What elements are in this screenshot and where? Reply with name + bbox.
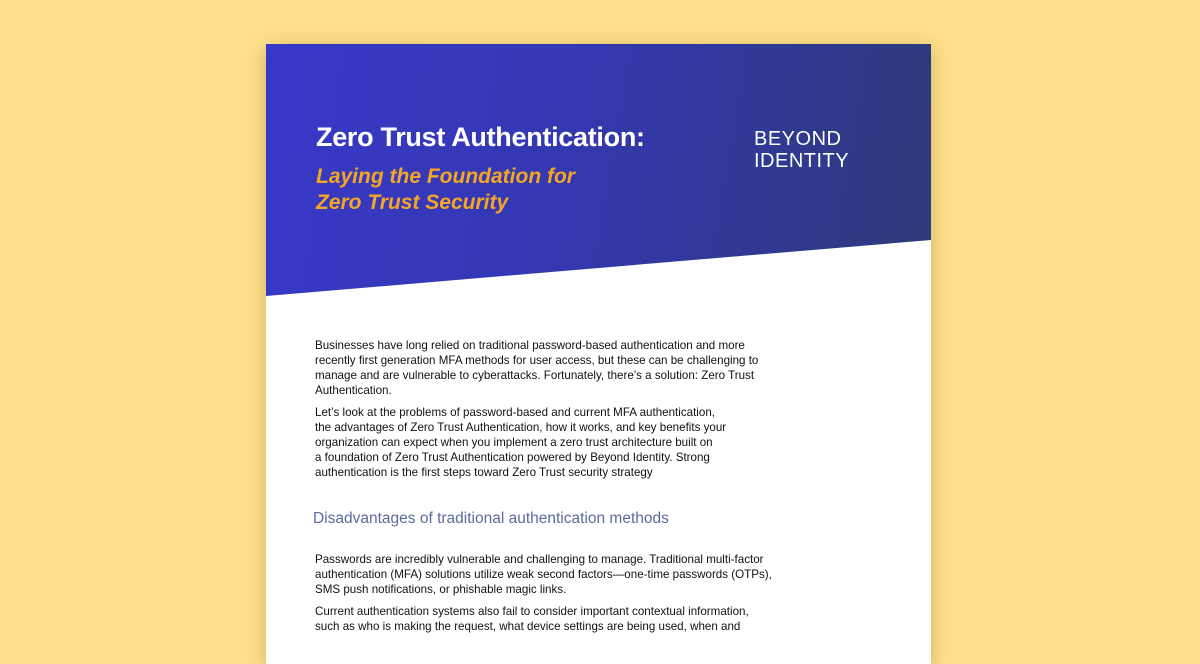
- subtitle-line: Zero Trust Security: [316, 191, 509, 214]
- text-line: Passwords are incredibly vulnerable and challenging to manage. Traditional multi-factor: [315, 553, 764, 566]
- beyond-identity-logo: [754, 128, 849, 172]
- document-page: [266, 44, 931, 664]
- text-line: SMS push notifications, or phishable magic links.: [315, 583, 567, 596]
- text-line: such as who is making the request, what device settings are being used, when and: [315, 620, 741, 633]
- paragraph: [315, 604, 835, 634]
- paragraph: [315, 552, 835, 597]
- text-line: organization can expect when you implement a zero trust architecture built on: [315, 436, 713, 449]
- text-line: Businesses have long relied on traditional password-based authentication and more: [315, 339, 745, 352]
- document-subtitle: [316, 164, 575, 216]
- logo-line: BEYOND: [754, 128, 842, 150]
- text-line: Current authentication systems also fail to consider important contextual information,: [315, 605, 749, 618]
- text-line: a foundation of Zero Trust Authentication powered by Beyond Identity. Strong: [315, 451, 710, 464]
- document-title: Zero Trust Authentication:: [316, 122, 645, 152]
- text-line: the advantages of Zero Trust Authentication, how it works, and key benefits your: [315, 421, 727, 434]
- text-line: authentication (MFA) solutions utilize weak second factors—one-time passwords (OTPs),: [315, 568, 772, 581]
- text-line: manage and are vulnerable to cyberattacks. Fortunately, there’s a solution: Zero Trust: [315, 369, 755, 382]
- subtitle-line: Laying the Foundation for: [316, 165, 575, 188]
- text-line: recently first generation MFA methods for user access, but these can be challenging to: [315, 354, 759, 367]
- paragraph: [315, 338, 835, 398]
- text-line: Let’s look at the problems of password-based and current MFA authentication,: [315, 406, 716, 419]
- intro-text: [315, 338, 835, 487]
- section-text: [315, 552, 835, 641]
- text-line: Authentication.: [315, 384, 392, 397]
- logo-line: IDENTITY: [754, 150, 850, 172]
- text-line: authentication is the first steps toward Zero Trust security strategy: [315, 466, 653, 479]
- section-heading: Disadvantages of traditional authentication methods: [313, 510, 669, 527]
- paragraph: [315, 405, 835, 480]
